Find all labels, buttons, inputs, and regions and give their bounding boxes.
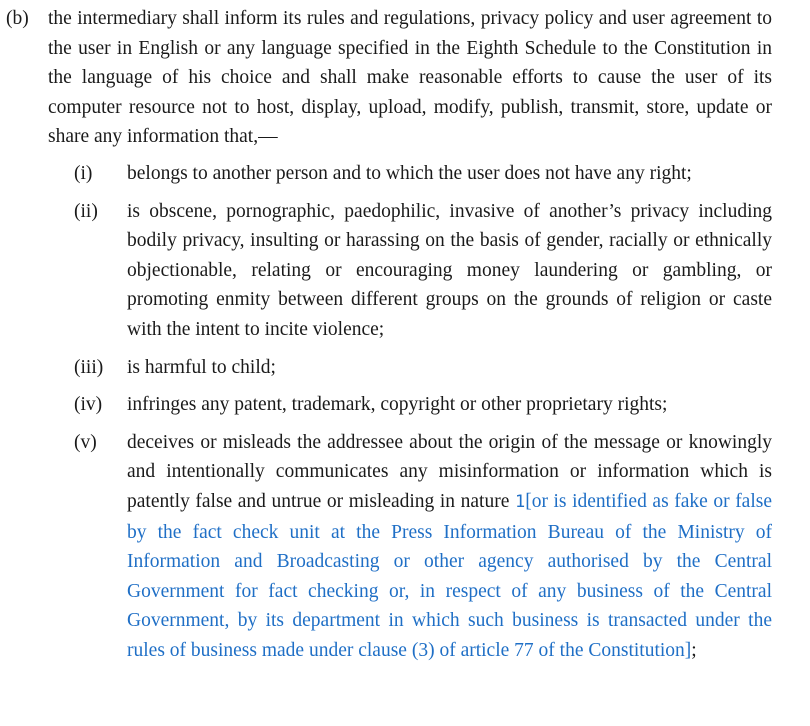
sub-clause-label: (iv) xyxy=(74,394,103,416)
sub-clause-text: is obscene, pornographic, paedophilic, invasive of another’s privacy including bodily privacy, insulting or harassing on the basis of gender, racially or ethnically objectionable, relating or encouraging money laundering or gambling, or promoting enmity between different groups on the grounds of religion or caste with the intent to incite violence; xyxy=(127,200,772,340)
clause-b xyxy=(6,4,772,152)
sub-clause-iv xyxy=(74,390,772,420)
sub-clause-body xyxy=(127,428,772,666)
sub-clause-text: is harmful to child; xyxy=(127,356,276,378)
sub-clause-list xyxy=(6,159,772,666)
sub-clause-v xyxy=(74,428,772,666)
amendment-trailing: ; xyxy=(691,639,697,661)
sub-clause-i xyxy=(74,159,772,189)
sub-clause-iii xyxy=(74,353,772,383)
sub-clause-label: (i) xyxy=(74,162,93,184)
sub-clause-ii xyxy=(74,197,772,345)
sub-clause-label: (iii) xyxy=(74,356,104,378)
amendment-text: [or is identified as fake or false by the fact check unit at the Press Information Bureau of the Ministry of Information and Broadcasting or other agency authorised by the Central Government for fact checking or, in respect of any business of the Central Government, by its department in which such business is transacted under the rules of business made under clause (3) of article 77 of the Constitution] xyxy=(127,490,772,661)
clause-text: the intermediary shall inform its rules and regulations, privacy policy and user agreement to the user in English or any language specified in the Eighth Schedule to the Constitution in the language of his choice and shall make reasonable efforts to cause the user of its computer resource not to host, display, upload, modify, publish, transmit, store, update or share any information that,— xyxy=(48,8,772,148)
amendment-footnote-marker[interactable]: 1 xyxy=(514,491,526,512)
sub-clause-text: deceives or misleads the addressee about the origin of the message or knowingly and intentionally communicates any misinformation or information which is patently false and untrue or misleading in nature xyxy=(127,431,772,512)
clause-label: (b) xyxy=(6,8,29,29)
sub-clause-text: belongs to another person and to which the user does not have any right; xyxy=(127,162,692,184)
sub-clause-text: infringes any patent, trademark, copyright or other proprietary rights; xyxy=(127,394,668,416)
sub-clause-label: (v) xyxy=(74,431,97,453)
sub-clause-label: (ii) xyxy=(74,200,98,222)
